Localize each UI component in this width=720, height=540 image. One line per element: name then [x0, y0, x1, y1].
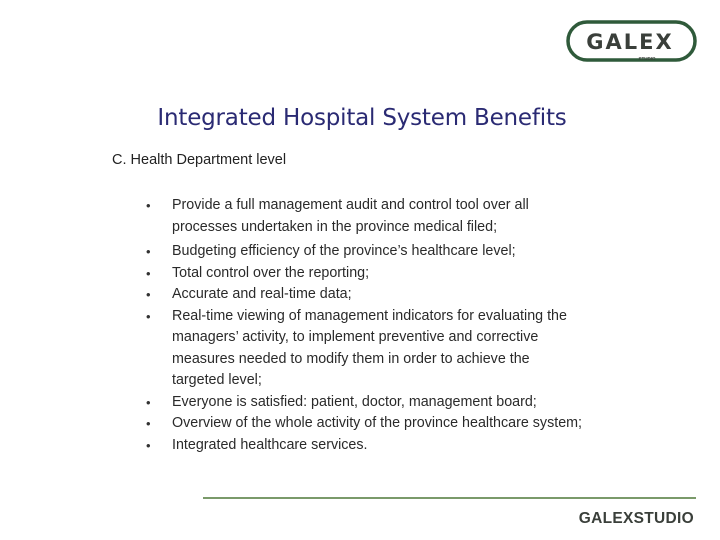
logo-subtext: STUDIO: [638, 56, 656, 61]
list-item: [146, 392, 586, 414]
list-item-text: Total control over the reporting;: [172, 264, 370, 281]
list-item-text: Provide a full management audit and control tool over all processes undertaken in the province medical filed;: [172, 197, 529, 235]
galex-logo-graphic: [566, 20, 697, 64]
bullet-icon: •: [146, 198, 151, 213]
list-item-text: Budgeting efficiency of the province’s healthcare level;: [172, 243, 516, 259]
bullet-icon: •: [146, 265, 151, 281]
logo-wordmark: GALEX: [586, 30, 674, 54]
list-item: [146, 263, 586, 285]
list-item: [146, 241, 586, 263]
list-item-text: Integrated healthcare services.: [172, 436, 368, 453]
list-item: [146, 413, 586, 435]
footer-divider: [203, 497, 696, 499]
bullet-icon: •: [146, 308, 151, 324]
list-item-text: Overview of the whole activity of the province healthcare system;: [172, 415, 583, 431]
list-item: [146, 306, 586, 392]
list-item: [146, 284, 586, 306]
section-heading: C. Health Department level: [112, 152, 287, 168]
list-item-text: Everyone is satisfied: patient, doctor, management board;: [172, 393, 537, 410]
galex-logo: [566, 20, 697, 64]
benefits-list: [146, 195, 586, 456]
list-item: [146, 195, 586, 238]
bullet-icon: •: [146, 416, 151, 431]
slide-title: Integrated Hospital System Benefits: [157, 105, 567, 131]
list-item-text: Real-time viewing of management indicators for evaluating the managers’ activity, to implement preventive and corrective measures needed to modify them in order to achieve the targeted level;: [172, 307, 567, 388]
bullet-icon: •: [146, 244, 151, 259]
list-item-text: Accurate and real-time data;: [172, 286, 352, 302]
footer-brand: GALEXSTUDIO: [578, 510, 694, 527]
list-item: [146, 435, 586, 457]
bullet-icon: •: [146, 437, 151, 453]
bullet-icon: •: [146, 394, 151, 410]
bullet-icon: •: [146, 287, 151, 302]
